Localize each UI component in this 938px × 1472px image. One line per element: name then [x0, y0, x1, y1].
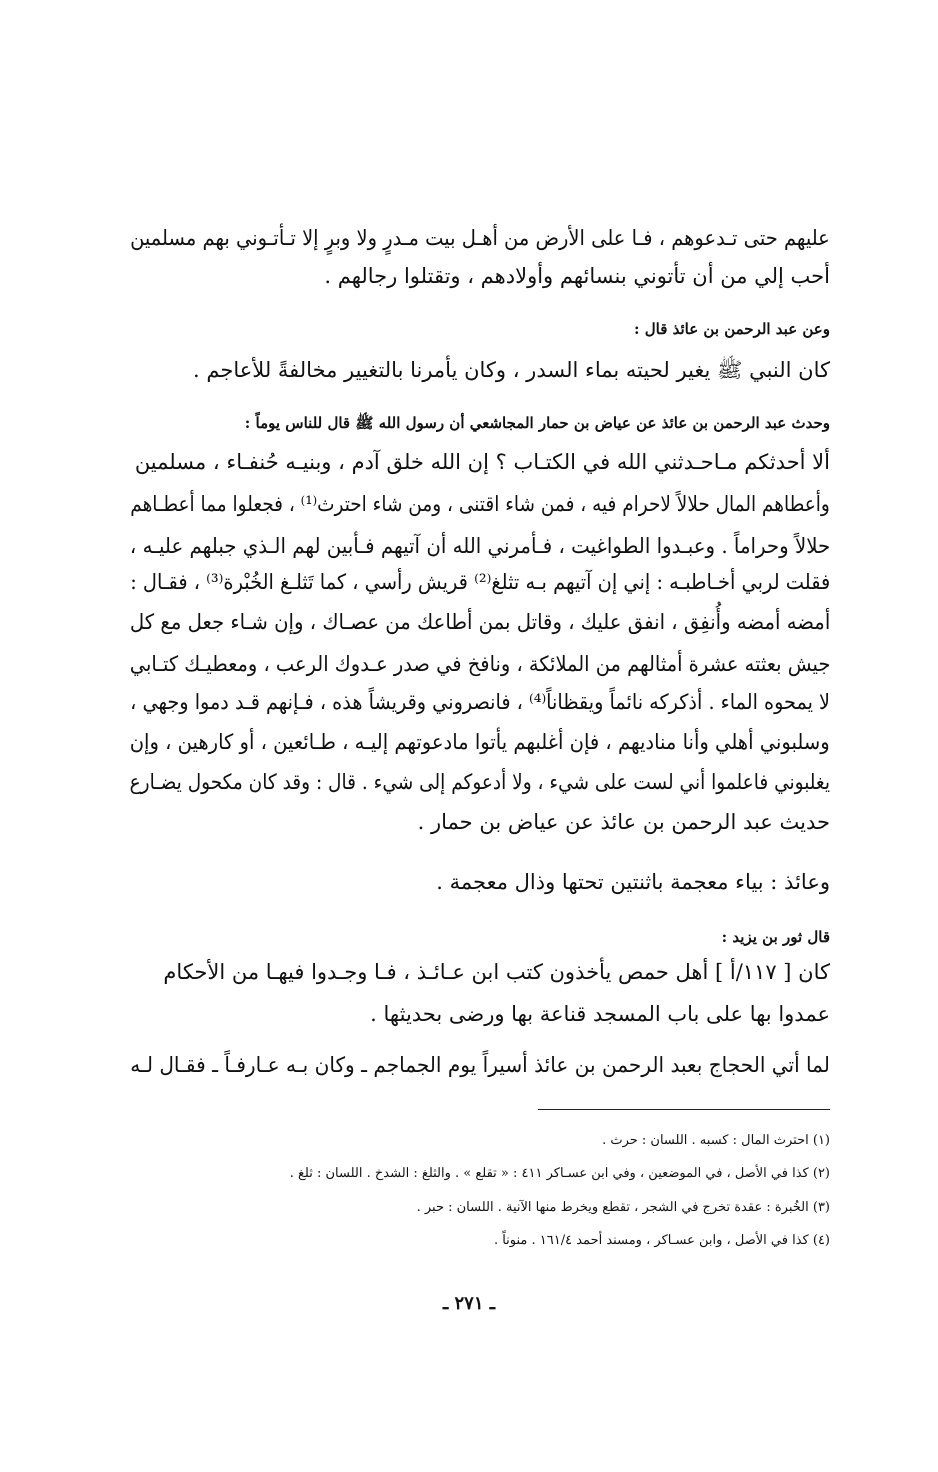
footnote-2: (٢) كذا في الأصل ، في الموضعين ، وفي ابن عسـاكر ٤١١ : « تقلع » . والثلغ : الشدخ . اللسان : ثلغ .: [289, 1166, 830, 1181]
paragraph-4-line-1: وعائذ : بياء معجمة باثنتين تحتها وذال معجمة .: [436, 870, 830, 894]
paragraph-3-line-8: وسلبوني أهلي وأنا مناديهم ، فإن أغلبهم يأتوا مادعوتهم إليـه ، طـائعين ، أو كارهين ، وإن: [130, 730, 830, 754]
paragraph-3-line-7: لا يمحوه الماء . أذكركه نائماً ويقظاناً⁽⁴⁾ ، فانصروني وقريشاً هذه ، فـإنهم قـد دموا وجهي ،: [130, 690, 830, 714]
paragraph-2-line-1: كان النبي ﷺ يغير لحيته بماء السدر ، وكان يأمرنا بالتغيير مخالفةً للأعاجم .: [193, 358, 830, 382]
paragraph-3-line-2: وأعطاهم المال حلالاً لاحرام فيه ، فمن شاء اقتنى ، ومن شاء احترث⁽¹⁾ ، فجعلوا مما أعطـاهم: [130, 492, 831, 516]
section-heading-3: قال ثور بن يزيد :: [721, 928, 830, 946]
footnote-4: (٤) كذا في الأصل ، وابن عسـاكر ، ومسند أحمد ١٦١/٤ . منوناً .: [493, 1233, 830, 1248]
paragraph-3-line-4: فقلت لربي أخـاطبـه : إني إن آتيهم بـه تثلغ⁽²⁾ قريش رأسي ، كما تَثلـغ الخُبْرة⁽³⁾ ، فقـال :: [129, 570, 830, 594]
paragraph-1-line-2: أحب إلي من أن تأتوني بنسائهم وأولادهم ، وتقتلوا رجالهم .: [324, 264, 830, 288]
paragraph-3-line-1: ألا أحدثكم مـاحـدثني الله في الكتـاب ؟ إن الله خلق آدم ، وبنيـه حُنفـاء ، مسلمين: [134, 450, 830, 474]
paragraph-5-line-2: عمدوا بها على باب المسجد قناعة بها ورضى بحديثها .: [370, 1002, 830, 1026]
footnote-1: (١) احترث المال : كسبه . اللسان : حرث .: [602, 1133, 830, 1148]
footnote-3: (٣) الخُبرة : عقدة تخرج في الشجر ، تقطع ويخرط منها الآنية . اللسان : حبر .: [416, 1200, 830, 1215]
paragraph-1-line-1: عليهم حتى تـدعوهم ، فـا على الأرض من أهـل بيت مـدرٍ ولا وبرٍ إلا تـأتـوني بهم مسلمين: [130, 226, 830, 250]
page-number: ـ ٢٧١ ـ: [442, 1293, 496, 1314]
section-heading-1: وعن عبد الرحمن بن عائذ قال :: [633, 320, 830, 338]
section-heading-2: وحدث عبد الرحمن بن عائذ عن عياض بن حمار المجاشعي أن رسول الله ﷺ قال للناس يوماً :: [244, 414, 830, 432]
footnote-separator: [538, 1109, 830, 1110]
paragraph-3-line-5: أمضه أمضه وأُنفِق ، انفق عليك ، وقاتل بمن أطاعك من عصـاك ، وإن شـاء جعل مع كل: [129, 610, 830, 634]
paragraph-3-line-10: حديث عبد الرحمن بن عائذ عن عياض بن حمار .: [417, 810, 830, 834]
paragraph-6-line-1: لما أتي الحجاج بعبد الرحمن بن عائذ أسيراً يوم الجماجم ـ وكان بـه عـارفـاً ـ فقـال لـه: [130, 1053, 830, 1077]
paragraph-3-line-9: يغلبوني فاعلموا أني لست على شيء ، ولا أدعوكم إلى شيء . قال : وقد كان مكحول يضـارع: [129, 770, 830, 794]
paragraph-3-line-6: جيش بعثته عشرة أمثالهم من الملائكة ، ونافخ في صدر عـدوك الرعب ، ومعطيـك كتـابي: [129, 652, 830, 676]
paragraph-5-line-1: كان [ ١١٧/أ ] أهل حمص يأخذون كتب ابن عـائـذ ، فـا وجـدوا فيهـا من الأحكام: [163, 960, 830, 984]
paragraph-3-line-3: حلالاً وحراماً . وعبـدوا الطواغيت ، فـأمرني الله أن آتيهم فـأبين لهم الـذي جبلهم عليـه ،: [129, 534, 830, 558]
